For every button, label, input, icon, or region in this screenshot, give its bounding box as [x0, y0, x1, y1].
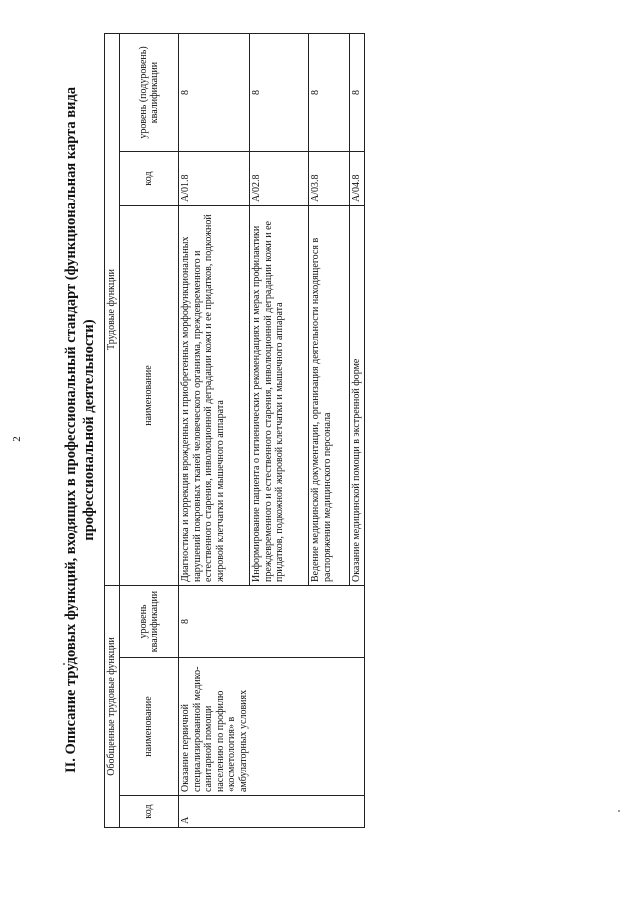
labor-function-code: A/04.8 [350, 152, 365, 206]
labor-function-level: 8 [309, 34, 350, 152]
labor-function-level: 8 [179, 34, 250, 152]
labor-function-level: 8 [250, 34, 309, 152]
col-header-labor-code: код [120, 152, 179, 206]
section-title: II. Описание трудовых функций, входящих в профессиональный стандарт (функциональная карта вида профессиональной деятельности) [63, 86, 97, 774]
generalized-function-name: Оказание первичной специализированной медико-санитарной помощи населению по профилю «косметология» в амбулаторных условиях [179, 658, 365, 796]
labor-function-code: A/01.8 [179, 152, 250, 206]
labor-function-level: 8 [350, 34, 365, 152]
col-header-labor-name: наименование [120, 206, 179, 586]
table-subheader-row [120, 34, 179, 828]
table-header-row [105, 34, 120, 828]
col-header-level: уровень квалификации [120, 586, 179, 658]
table-row [179, 34, 250, 828]
labor-function-name: Ведение медицинской документации, организация деятельности находящегося в распоряжении медицинского персонала [309, 206, 350, 586]
page-number: 2 [10, 436, 23, 442]
generalized-functions-header: Обобщенные трудовые функции [105, 586, 120, 828]
scan-speck [618, 810, 620, 812]
labor-functions-header: Трудовые функции [105, 34, 120, 586]
col-header-sublevel: уровень (подуровень) квалификации [120, 34, 179, 152]
labor-function-name: Информирование пациента о гигиенических рекомендациях и мерах профилактики преждевременного и естественного старения, инволюционной деградации кожи и ее придатков, подкожной жировой клетчатки и мышечного аппарата [250, 206, 309, 586]
functional-map-table [104, 33, 365, 828]
col-header-name: наименование [120, 658, 179, 796]
generalized-function-level: 8 [179, 586, 365, 658]
labor-function-name: Оказание медицинской помощи в экстренной форме [350, 206, 365, 586]
col-header-code: код [120, 796, 179, 828]
labor-function-name: Диагностика и коррекция врожденных и приобретенных морфофункциональных нарушений покровных тканей человеческого организма, преждевременного и естественного старения, инволюционной деградации кожи и ее придатков, подкожной жировой клетчатки и мышечного аппарата [179, 206, 250, 586]
generalized-function-code: А [179, 796, 365, 828]
rotated-content [60, 20, 362, 840]
labor-function-code: A/02.8 [250, 152, 309, 206]
labor-function-code: A/03.8 [309, 152, 350, 206]
